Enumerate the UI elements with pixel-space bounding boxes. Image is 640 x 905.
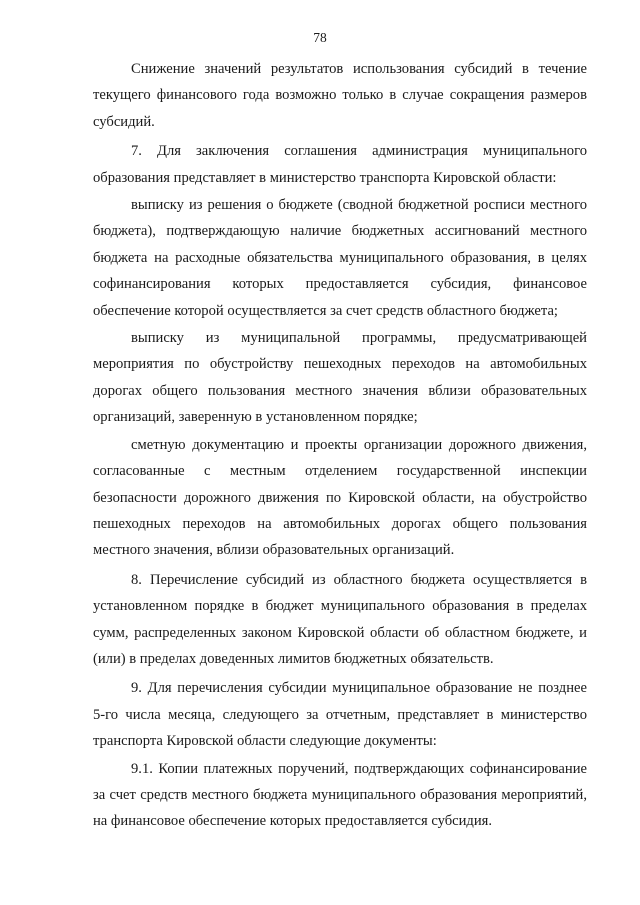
paragraph-budget-extract: выписку из решения о бюджете (сводной бюджетной росписи местного бюджета), подтверждающую наличие бюджетных ассигнований местного бюджета на расходные обязательства муниципального образования, в целях софинансирования которых предоставляется субсидия, финансовое обеспечение которой осуществляется за счет средств областного бюджета; [93, 197, 587, 319]
paragraph-program-extract: выписку из муниципальной программы, предусматривающей мероприятия по обустройству пешеходных переходов на автомобильных дорогах общего пользования местного значения вблизи образовательных организаций, заверенную в установленном порядке; [93, 330, 587, 426]
paragraph-subsidy-reduction: Снижение значений результатов использования субсидий в течение текущего финансового года возможно только в случае сокращения размеров субсидий. [93, 61, 587, 130]
paragraph-9-documents: 9. Для перечисления субсидии муниципальное образование не позднее 5-го числа месяца, следующего за отчетным, представляет в министерство транспорта Кировской области следующие документы: [93, 680, 587, 750]
paragraph-9-1-payment-orders: 9.1. Копии платежных поручений, подтверждающих софинансирование за счет средств местного бюджета муниципального образования мероприятий, на финансовое обеспечение которых предоставляется субсидия. [93, 760, 587, 830]
paragraph-8-transfer: 8. Перечисление субсидий из областного бюджета осуществляется в установленном порядке в бюджет муниципального образования в пределах сумм, распределенных законом Кировской области об областном бюджете, и (или) в пределах доведенных лимитов бюджетных обязательств. [93, 571, 587, 667]
paragraph-estimate-docs: сметную документацию и проекты организации дорожного движения, согласованные с местным отделением государственной инспекции безопасности дорожного движения по Кировской области, на обустройство пешеходных переходов на автомобильных дорогах общего пользования местного значения, вблизи образовательных организаций. [93, 436, 587, 559]
page-number: 78 [313, 30, 327, 45]
document-body [93, 56, 587, 835]
paragraph-7-agreement: 7. Для заключения соглашения администрация муниципального образования представляет в министерство транспорта Кировской области: [93, 143, 587, 186]
